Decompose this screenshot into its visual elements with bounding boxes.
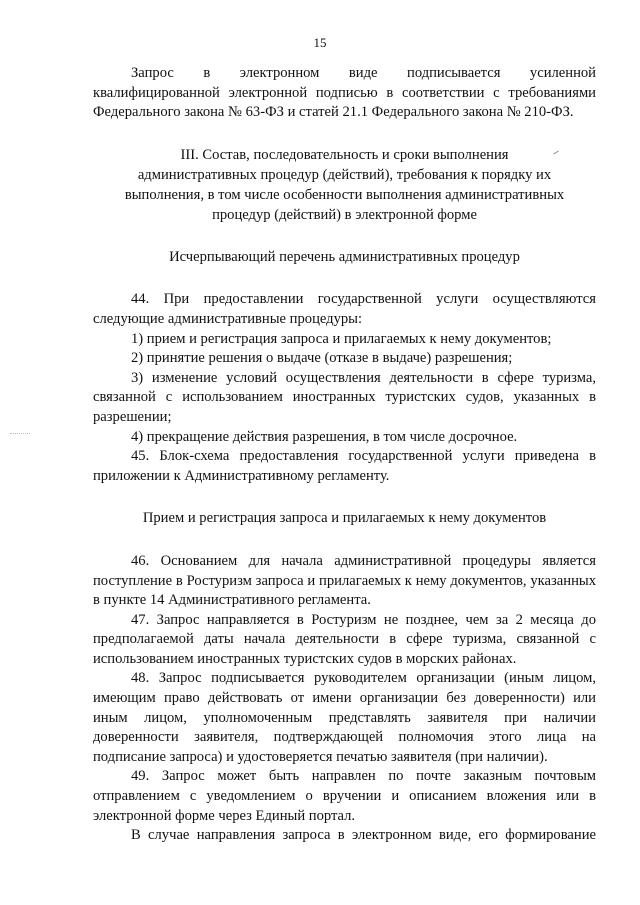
paragraph-47: 47. Запрос направляется в Ростуризм не позднее, чем за 2 месяца до предполагаемой даты начала деятельности в сфере туризма, связанной с использованием иностранных туристских судов в морских районах. <box>93 611 596 667</box>
paragraph-last: В случае направления запроса в электронном виде, его формирование <box>131 827 596 844</box>
subheading-procedures-list: Исчерпывающий перечень административных процедур <box>169 248 520 265</box>
paragraph-45: 45. Блок-схема предоставления государственной услуги приведена в приложении к Административному регламенту. <box>93 448 596 484</box>
page-number: 15 <box>313 35 327 50</box>
list-item: 3) изменение условий осуществления деятельности в сфере туризма, связанной с использованием иностранных туристских судов, указанных в разрешении; <box>93 369 596 425</box>
list-item: 1) прием и регистрация запроса и прилагаемых к нему документов; <box>131 330 552 347</box>
list-item: 4) прекращение действия разрешения, в том числе досрочное. <box>131 428 518 445</box>
section-title: III. Состав, последовательность и сроки выполнения административных процедур (действий), требования к порядку их выполнения, в том числе особенности выполнения административных процедур (действий) в электронной форме <box>124 146 565 223</box>
document-body <box>93 64 596 846</box>
paragraph-44: 44. При предоставлении государственной услуги осуществляются следующие административные процедуры: <box>93 291 596 327</box>
paragraph-49: 49. Запрос может быть направлен по почте заказным почтовым отправлением с уведомлением о вручении и описанием вложения или в электронной форме через Единый портал. <box>93 768 596 824</box>
paragraph-46: 46. Основанием для начала административной процедуры является поступление в Ростуризм запроса и прилагаемых к нему документов, указанных в пункте 14 Административного регламента. <box>93 552 596 609</box>
paragraph-48: 48. Запрос подписывается руководителем организации (иным лицом, имеющим право действовать от имени организации без доверенности) или иным лицом, уполномоченным представлять заявителя при наличии доверенности заявителя, подтверждающей полномочия этого лица на подписание запроса) и удостоверяется печатью заявителя (при наличии). <box>93 670 596 765</box>
subheading-reception: Прием и регистрация запроса и прилагаемых к нему документов <box>142 510 547 527</box>
intro-paragraph: Запрос в электронном виде подписывается усиленной квалифицированной электронной подписью в соответствии с требованиями Федерального закона № 63-ФЗ и статей 21.1 Федерального закона № 210-ФЗ. <box>93 65 596 121</box>
list-item: 2) принятие решения о выдаче (отказе в выдаче) разрешения; <box>131 350 513 367</box>
scan-artifact <box>10 433 30 436</box>
